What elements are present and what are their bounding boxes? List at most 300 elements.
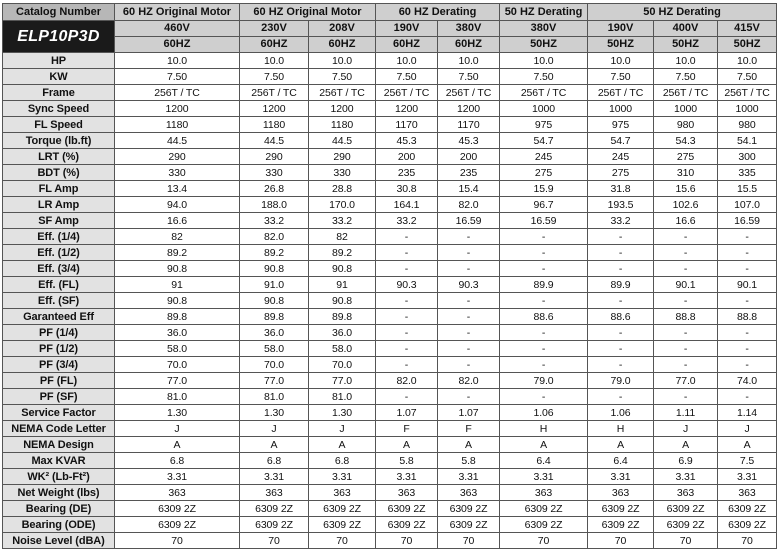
table-cell: 44.5 bbox=[115, 133, 240, 149]
voltage-header: 415V bbox=[718, 21, 777, 37]
table-cell: 1200 bbox=[240, 101, 309, 117]
table-cell: 89.2 bbox=[115, 245, 240, 261]
table-cell: 7.50 bbox=[115, 69, 240, 85]
table-cell: 6309 2Z bbox=[500, 501, 588, 517]
table-cell: J bbox=[115, 421, 240, 437]
table-cell: 1000 bbox=[718, 101, 777, 117]
table-cell: 58.0 bbox=[240, 341, 309, 357]
table-cell: 164.1 bbox=[376, 197, 438, 213]
table-cell: 102.6 bbox=[654, 197, 718, 213]
table-cell: - bbox=[718, 357, 777, 373]
row-label: Net Weight (lbs) bbox=[3, 485, 115, 501]
table-cell: 54.7 bbox=[588, 133, 654, 149]
table-cell: - bbox=[438, 229, 500, 245]
table-row bbox=[3, 453, 777, 469]
table-cell: 6.8 bbox=[115, 453, 240, 469]
row-label: WK² (Lb-Ft²) bbox=[3, 469, 115, 485]
table-cell: 88.6 bbox=[500, 309, 588, 325]
table-cell: 6309 2Z bbox=[500, 517, 588, 533]
table-cell: 335 bbox=[718, 165, 777, 181]
group-header: 50 HZ Derating bbox=[588, 4, 777, 21]
table-cell: 363 bbox=[654, 485, 718, 501]
voltage-header: 208V bbox=[309, 21, 376, 37]
table-cell: 6309 2Z bbox=[376, 501, 438, 517]
table-cell: 33.2 bbox=[240, 213, 309, 229]
table-cell: 44.5 bbox=[240, 133, 309, 149]
table-cell: 77.0 bbox=[654, 373, 718, 389]
row-label: LR Amp bbox=[3, 197, 115, 213]
table-cell: 170.0 bbox=[309, 197, 376, 213]
table-cell: 90.8 bbox=[309, 293, 376, 309]
table-cell: 82.0 bbox=[376, 373, 438, 389]
table-row bbox=[3, 53, 777, 69]
row-label: Bearing (ODE) bbox=[3, 517, 115, 533]
table-cell: 3.31 bbox=[718, 469, 777, 485]
table-row bbox=[3, 245, 777, 261]
table-cell: 15.6 bbox=[654, 181, 718, 197]
table-row bbox=[3, 133, 777, 149]
table-cell: J bbox=[309, 421, 376, 437]
table-cell: 16.59 bbox=[438, 213, 500, 229]
table-row bbox=[3, 517, 777, 533]
table-cell: - bbox=[654, 325, 718, 341]
table-cell: - bbox=[438, 325, 500, 341]
table-cell: 82 bbox=[115, 229, 240, 245]
row-label: Eff. (FL) bbox=[3, 277, 115, 293]
table-cell: - bbox=[438, 245, 500, 261]
frequency-header: 50HZ bbox=[654, 37, 718, 53]
table-cell: A bbox=[309, 437, 376, 453]
table-cell: 1000 bbox=[588, 101, 654, 117]
table-cell: 89.2 bbox=[309, 245, 376, 261]
table-cell: A bbox=[588, 437, 654, 453]
row-label: SF Amp bbox=[3, 213, 115, 229]
voltage-header: 230V bbox=[240, 21, 309, 37]
model-number: ELP10P3D bbox=[3, 21, 115, 53]
table-cell: 89.9 bbox=[588, 277, 654, 293]
table-cell: 90.8 bbox=[240, 293, 309, 309]
table-cell: 1200 bbox=[115, 101, 240, 117]
table-cell: 7.50 bbox=[309, 69, 376, 85]
table-cell: 3.31 bbox=[654, 469, 718, 485]
table-row bbox=[3, 533, 777, 549]
table-cell: 70.0 bbox=[309, 357, 376, 373]
row-label: PF (3/4) bbox=[3, 357, 115, 373]
table-cell: 3.31 bbox=[240, 469, 309, 485]
table-row bbox=[3, 437, 777, 453]
table-cell: A bbox=[654, 437, 718, 453]
table-cell: - bbox=[654, 229, 718, 245]
table-row bbox=[3, 357, 777, 373]
table-cell: 28.8 bbox=[309, 181, 376, 197]
table-cell: 70 bbox=[654, 533, 718, 549]
table-cell: A bbox=[376, 437, 438, 453]
table-cell: 363 bbox=[438, 485, 500, 501]
table-cell: 1200 bbox=[376, 101, 438, 117]
table-cell: A bbox=[240, 437, 309, 453]
table-row bbox=[3, 261, 777, 277]
table-cell: 975 bbox=[588, 117, 654, 133]
table-row bbox=[3, 69, 777, 85]
table-cell: - bbox=[588, 357, 654, 373]
table-cell: 6309 2Z bbox=[438, 517, 500, 533]
table-cell: 3.31 bbox=[588, 469, 654, 485]
table-cell: 54.7 bbox=[500, 133, 588, 149]
table-cell: 300 bbox=[718, 149, 777, 165]
table-cell: 88.8 bbox=[654, 309, 718, 325]
frequency-header: 60HZ bbox=[240, 37, 309, 53]
table-cell: 70 bbox=[438, 533, 500, 549]
table-cell: 45.3 bbox=[376, 133, 438, 149]
table-cell: 363 bbox=[500, 485, 588, 501]
table-cell: 79.0 bbox=[588, 373, 654, 389]
table-row bbox=[3, 117, 777, 133]
catalog-number-label: Catalog Number bbox=[3, 4, 115, 21]
table-cell: J bbox=[718, 421, 777, 437]
table-row bbox=[3, 101, 777, 117]
table-cell: 89.8 bbox=[309, 309, 376, 325]
group-header: 60 HZ Original Motor bbox=[115, 4, 240, 21]
table-cell: - bbox=[438, 389, 500, 405]
table-cell: 363 bbox=[309, 485, 376, 501]
table-cell: 235 bbox=[438, 165, 500, 181]
table-cell: 82.0 bbox=[438, 373, 500, 389]
table-cell: 30.8 bbox=[376, 181, 438, 197]
table-cell: A bbox=[115, 437, 240, 453]
table-cell: 1000 bbox=[500, 101, 588, 117]
frequency-header: 50HZ bbox=[588, 37, 654, 53]
row-label: Eff. (SF) bbox=[3, 293, 115, 309]
frequency-header: 60HZ bbox=[438, 37, 500, 53]
table-cell: 6309 2Z bbox=[588, 517, 654, 533]
row-label: NEMA Code Letter bbox=[3, 421, 115, 437]
table-cell: 70 bbox=[376, 533, 438, 549]
table-cell: 980 bbox=[654, 117, 718, 133]
table-cell: F bbox=[376, 421, 438, 437]
row-label: Garanteed Eff bbox=[3, 309, 115, 325]
table-cell: - bbox=[376, 229, 438, 245]
table-cell: 1.07 bbox=[376, 405, 438, 421]
row-label: KW bbox=[3, 69, 115, 85]
table-cell: 70.0 bbox=[115, 357, 240, 373]
table-row bbox=[3, 373, 777, 389]
table-cell: 16.6 bbox=[654, 213, 718, 229]
table-cell: 36.0 bbox=[240, 325, 309, 341]
table-cell: - bbox=[376, 357, 438, 373]
table-row bbox=[3, 309, 777, 325]
table-cell: 363 bbox=[376, 485, 438, 501]
table-cell: 79.0 bbox=[500, 373, 588, 389]
table-cell: 90.8 bbox=[309, 261, 376, 277]
table-cell: 363 bbox=[115, 485, 240, 501]
table-cell: 1.06 bbox=[500, 405, 588, 421]
table-cell: 45.3 bbox=[438, 133, 500, 149]
table-cell: A bbox=[438, 437, 500, 453]
table-cell: 3.31 bbox=[115, 469, 240, 485]
row-label: Bearing (DE) bbox=[3, 501, 115, 517]
table-cell: 90.8 bbox=[115, 293, 240, 309]
table-cell: - bbox=[718, 261, 777, 277]
table-cell: 330 bbox=[309, 165, 376, 181]
table-row bbox=[3, 421, 777, 437]
table-cell: 6309 2Z bbox=[115, 517, 240, 533]
table-cell: 5.8 bbox=[438, 453, 500, 469]
table-cell: 77.0 bbox=[240, 373, 309, 389]
table-cell: 1180 bbox=[240, 117, 309, 133]
table-cell: - bbox=[438, 341, 500, 357]
table-cell: 1.30 bbox=[115, 405, 240, 421]
table-cell: 6309 2Z bbox=[718, 517, 777, 533]
table-cell: 16.59 bbox=[718, 213, 777, 229]
table-cell: 70 bbox=[240, 533, 309, 549]
table-cell: 91 bbox=[115, 277, 240, 293]
table-cell: 10.0 bbox=[588, 53, 654, 69]
table-cell: 363 bbox=[240, 485, 309, 501]
table-cell: 1.06 bbox=[588, 405, 654, 421]
table-cell: - bbox=[376, 245, 438, 261]
voltage-header: 380V bbox=[500, 21, 588, 37]
row-label: PF (1/2) bbox=[3, 341, 115, 357]
table-cell: 89.8 bbox=[240, 309, 309, 325]
table-cell: 975 bbox=[500, 117, 588, 133]
row-label: Service Factor bbox=[3, 405, 115, 421]
table-cell: 81.0 bbox=[309, 389, 376, 405]
table-cell: 44.5 bbox=[309, 133, 376, 149]
table-cell: H bbox=[500, 421, 588, 437]
table-cell: 6309 2Z bbox=[654, 517, 718, 533]
group-header: 60 HZ Original Motor bbox=[240, 4, 376, 21]
table-cell: 54.3 bbox=[654, 133, 718, 149]
table-cell: 96.7 bbox=[500, 197, 588, 213]
table-row bbox=[3, 501, 777, 517]
table-cell: 7.50 bbox=[438, 69, 500, 85]
voltage-header: 380V bbox=[438, 21, 500, 37]
table-cell: 36.0 bbox=[115, 325, 240, 341]
table-cell: 33.2 bbox=[309, 213, 376, 229]
table-cell: 1.14 bbox=[718, 405, 777, 421]
table-cell: 193.5 bbox=[588, 197, 654, 213]
table-cell: 90.1 bbox=[718, 277, 777, 293]
table-cell: 70 bbox=[718, 533, 777, 549]
table-cell: 310 bbox=[654, 165, 718, 181]
table-cell: 256T / TC bbox=[718, 85, 777, 101]
table-cell: 70.0 bbox=[240, 357, 309, 373]
table-cell: 3.31 bbox=[500, 469, 588, 485]
table-cell: A bbox=[500, 437, 588, 453]
voltage-header: 400V bbox=[654, 21, 718, 37]
group-header: 60 HZ Derating bbox=[376, 4, 500, 21]
table-cell: 89.9 bbox=[500, 277, 588, 293]
table-cell: H bbox=[588, 421, 654, 437]
table-cell: 90.1 bbox=[654, 277, 718, 293]
table-cell: 33.2 bbox=[376, 213, 438, 229]
table-cell: - bbox=[588, 245, 654, 261]
table-cell: 74.0 bbox=[718, 373, 777, 389]
table-row bbox=[3, 229, 777, 245]
row-label: NEMA Design bbox=[3, 437, 115, 453]
table-cell: - bbox=[718, 245, 777, 261]
table-cell: 6.4 bbox=[588, 453, 654, 469]
frequency-header: 50HZ bbox=[500, 37, 588, 53]
table-cell: 330 bbox=[240, 165, 309, 181]
table-cell: - bbox=[376, 261, 438, 277]
table-cell: 1200 bbox=[438, 101, 500, 117]
row-label: LRT (%) bbox=[3, 149, 115, 165]
table-cell: 70 bbox=[309, 533, 376, 549]
table-cell: 6309 2Z bbox=[309, 501, 376, 517]
table-cell: - bbox=[500, 357, 588, 373]
frequency-header: 50HZ bbox=[718, 37, 777, 53]
table-cell: 77.0 bbox=[115, 373, 240, 389]
table-cell: 3.31 bbox=[309, 469, 376, 485]
table-cell: 1170 bbox=[438, 117, 500, 133]
table-cell: - bbox=[654, 341, 718, 357]
table-cell: - bbox=[438, 261, 500, 277]
motor-spec-table bbox=[2, 3, 777, 549]
table-cell: 31.8 bbox=[588, 181, 654, 197]
table-cell: 89.8 bbox=[115, 309, 240, 325]
table-cell: 245 bbox=[588, 149, 654, 165]
row-label: HP bbox=[3, 53, 115, 69]
table-cell: - bbox=[500, 261, 588, 277]
table-cell: 70 bbox=[115, 533, 240, 549]
table-cell: 256T / TC bbox=[240, 85, 309, 101]
table-cell: 90.3 bbox=[376, 277, 438, 293]
table-cell: 13.4 bbox=[115, 181, 240, 197]
table-cell: 16.6 bbox=[115, 213, 240, 229]
table-cell: 10.0 bbox=[718, 53, 777, 69]
table-cell: - bbox=[588, 341, 654, 357]
table-cell: 7.50 bbox=[588, 69, 654, 85]
table-cell: 94.0 bbox=[115, 197, 240, 213]
table-cell: - bbox=[376, 293, 438, 309]
table-cell: 200 bbox=[376, 149, 438, 165]
table-cell: 90.3 bbox=[438, 277, 500, 293]
table-cell: 275 bbox=[588, 165, 654, 181]
table-cell: 70 bbox=[500, 533, 588, 549]
table-cell: 82.0 bbox=[438, 197, 500, 213]
table-cell: 6309 2Z bbox=[588, 501, 654, 517]
row-label: Frame bbox=[3, 85, 115, 101]
row-label: Noise Level (dBA) bbox=[3, 533, 115, 549]
table-cell: 15.9 bbox=[500, 181, 588, 197]
row-label: Max KVAR bbox=[3, 453, 115, 469]
row-label: Eff. (1/4) bbox=[3, 229, 115, 245]
table-cell: - bbox=[654, 261, 718, 277]
table-cell: J bbox=[654, 421, 718, 437]
table-cell: - bbox=[438, 293, 500, 309]
frequency-header: 60HZ bbox=[115, 37, 240, 53]
group-header: 50 HZ Derating bbox=[500, 4, 588, 21]
table-cell: J bbox=[240, 421, 309, 437]
row-label: PF (SF) bbox=[3, 389, 115, 405]
table-cell: 256T / TC bbox=[309, 85, 376, 101]
table-cell: 10.0 bbox=[309, 53, 376, 69]
table-cell: - bbox=[500, 245, 588, 261]
table-cell: 33.2 bbox=[588, 213, 654, 229]
row-label: FL Amp bbox=[3, 181, 115, 197]
table-cell: 10.0 bbox=[654, 53, 718, 69]
row-label: PF (1/4) bbox=[3, 325, 115, 341]
table-cell: - bbox=[376, 325, 438, 341]
table-cell: 7.50 bbox=[500, 69, 588, 85]
frequency-header: 60HZ bbox=[309, 37, 376, 53]
table-row bbox=[3, 325, 777, 341]
table-cell: 36.0 bbox=[309, 325, 376, 341]
table-cell: 188.0 bbox=[240, 197, 309, 213]
table-cell: 256T / TC bbox=[376, 85, 438, 101]
table-cell: 290 bbox=[309, 149, 376, 165]
table-row bbox=[3, 277, 777, 293]
table-cell: - bbox=[376, 389, 438, 405]
table-cell: 82 bbox=[309, 229, 376, 245]
table-cell: 3.31 bbox=[376, 469, 438, 485]
row-label: FL Speed bbox=[3, 117, 115, 133]
table-cell: - bbox=[376, 309, 438, 325]
frequency-header: 60HZ bbox=[376, 37, 438, 53]
row-label: Eff. (3/4) bbox=[3, 261, 115, 277]
table-cell: 10.0 bbox=[376, 53, 438, 69]
table-cell: 89.2 bbox=[240, 245, 309, 261]
table-cell: - bbox=[718, 229, 777, 245]
table-cell: 10.0 bbox=[500, 53, 588, 69]
row-label: Eff. (1/2) bbox=[3, 245, 115, 261]
table-cell: 1.30 bbox=[309, 405, 376, 421]
table-cell: 82.0 bbox=[240, 229, 309, 245]
table-cell: 256T / TC bbox=[438, 85, 500, 101]
table-cell: 6.8 bbox=[240, 453, 309, 469]
table-cell: - bbox=[654, 389, 718, 405]
table-cell: - bbox=[500, 229, 588, 245]
table-cell: 90.8 bbox=[240, 261, 309, 277]
table-cell: - bbox=[438, 309, 500, 325]
table-cell: - bbox=[500, 389, 588, 405]
table-cell: 7.50 bbox=[240, 69, 309, 85]
table-cell: - bbox=[718, 293, 777, 309]
table-cell: - bbox=[588, 389, 654, 405]
table-cell: - bbox=[588, 325, 654, 341]
table-cell: 256T / TC bbox=[115, 85, 240, 101]
table-cell: 6309 2Z bbox=[240, 501, 309, 517]
table-cell: 1200 bbox=[309, 101, 376, 117]
table-cell: 330 bbox=[115, 165, 240, 181]
voltage-header: 190V bbox=[588, 21, 654, 37]
table-cell: 6309 2Z bbox=[654, 501, 718, 517]
table-cell: 1.07 bbox=[438, 405, 500, 421]
table-cell: 10.0 bbox=[115, 53, 240, 69]
table-cell: 6309 2Z bbox=[115, 501, 240, 517]
table-cell: 58.0 bbox=[115, 341, 240, 357]
table-cell: - bbox=[588, 293, 654, 309]
table-cell: A bbox=[718, 437, 777, 453]
table-row bbox=[3, 85, 777, 101]
table-cell: F bbox=[438, 421, 500, 437]
table-cell: - bbox=[588, 229, 654, 245]
table-cell: 15.5 bbox=[718, 181, 777, 197]
table-cell: 6.8 bbox=[309, 453, 376, 469]
row-label: PF (FL) bbox=[3, 373, 115, 389]
table-cell: 58.0 bbox=[309, 341, 376, 357]
table-cell: - bbox=[500, 325, 588, 341]
row-label: BDT (%) bbox=[3, 165, 115, 181]
table-cell: 81.0 bbox=[240, 389, 309, 405]
table-cell: 980 bbox=[718, 117, 777, 133]
table-cell: 91 bbox=[309, 277, 376, 293]
row-label: Sync Speed bbox=[3, 101, 115, 117]
table-cell: 1000 bbox=[654, 101, 718, 117]
table-cell: - bbox=[500, 293, 588, 309]
table-cell: - bbox=[718, 389, 777, 405]
